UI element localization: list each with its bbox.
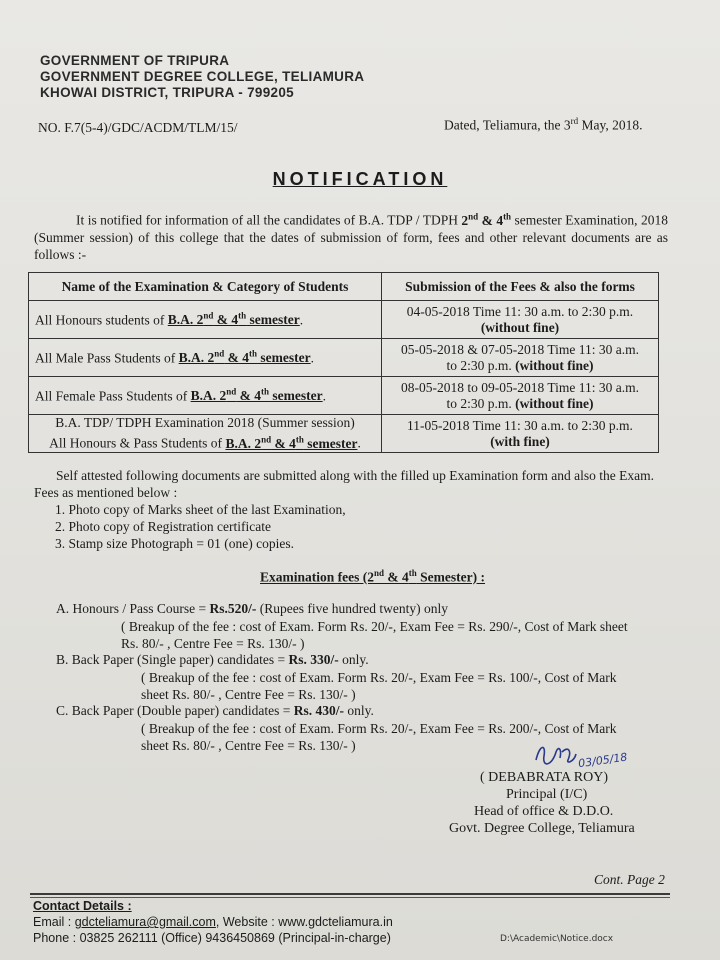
list-item: 1. Photo copy of Marks sheet of the last Examination, bbox=[55, 502, 346, 517]
fee-breakup: ( Breakup of the fee : cost of Exam. Form Rs. 20/-, Exam Fee = Rs. 200/-, Cost of Mark bbox=[141, 721, 617, 736]
footer-divider bbox=[30, 893, 670, 895]
table-cell-category: B.A. TDP/ TDPH Examination 2018 (Summer session) All Honours & Pass Students of B.A. 2nd & 4th semester. bbox=[29, 415, 382, 453]
fee-item-honours: A. Honours / Pass Course = Rs.520/- (Rupees five hundred twenty) only bbox=[56, 601, 448, 616]
list-item: 2. Photo copy of Registration certificate bbox=[55, 519, 271, 534]
table-cell-category: All Male Pass Students of B.A. 2nd & 4th semester. bbox=[29, 339, 382, 377]
header-district: KHOWAI DISTRICT, TRIPURA - 799205 bbox=[40, 85, 294, 100]
contact-phone: Phone : 03825 262111 (Office) 9436450869 (Principal-in-charge) bbox=[33, 931, 391, 945]
notice-title: NOTIFICATION bbox=[272, 169, 448, 189]
header-govt: GOVERNMENT OF TRIPURA bbox=[40, 53, 230, 68]
table-header-category: Name of the Examination & Category of Students bbox=[29, 273, 382, 301]
table-row bbox=[29, 339, 659, 377]
notice-date: Dated, Teliamura, the 3rd May, 2018. bbox=[444, 116, 643, 133]
table-row bbox=[29, 301, 659, 339]
fee-breakup: sheet Rs. 80/- , Centre Fee = Rs. 130/- ) bbox=[141, 738, 356, 753]
exam-schedule-table bbox=[28, 272, 659, 453]
table-row bbox=[29, 377, 659, 415]
table-cell-submission: 11-05-2018 Time 11: 30 a.m. to 2:30 p.m. (with fine) bbox=[382, 415, 659, 453]
file-path: D:\Academic\Notice.docx bbox=[500, 934, 614, 944]
header-college: GOVERNMENT DEGREE COLLEGE, TELIAMURA bbox=[40, 69, 365, 84]
fee-breakup: ( Breakup of the fee : cost of Exam. Form Rs. 20/-, Exam Fee = Rs. 100/-, Cost of Mark bbox=[141, 670, 617, 685]
table-row bbox=[29, 415, 659, 453]
email-link[interactable]: gdcteliamura@gmail.com bbox=[74, 915, 216, 929]
continued-note: Cont. Page 2 bbox=[594, 872, 665, 887]
table-cell-submission: 04-05-2018 Time 11: 30 a.m. to 2:30 p.m. (without fine) bbox=[382, 301, 659, 339]
fee-breakup: Rs. 80/- , Centre Fee = Rs. 130/- ) bbox=[121, 636, 305, 651]
signature-icon bbox=[532, 738, 642, 774]
table-header-row bbox=[29, 273, 659, 301]
contact-heading: Contact Details : bbox=[33, 899, 132, 913]
table-cell-category: All Honours students of B.A. 2nd & 4th semester. bbox=[29, 301, 382, 339]
signatory-title: Principal (I/C) bbox=[506, 787, 588, 802]
list-item: 3. Stamp size Photograph = 01 (one) copies. bbox=[55, 536, 294, 551]
fees-heading: Examination fees (2nd & 4th Semester) : bbox=[260, 568, 485, 585]
documents-intro: Self attested following documents are submitted along with the filled up Examination form and also the Exam. Fees as mentioned below : bbox=[34, 468, 654, 500]
signatory-office: Head of office & D.D.O. bbox=[474, 804, 614, 819]
footer-divider bbox=[30, 897, 670, 898]
fee-item-single-back: B. Back Paper (Single paper) candidates = Rs. 330/- only. bbox=[56, 652, 369, 667]
fee-item-double-back: C. Back Paper (Double paper) candidates = Rs. 430/- only. bbox=[56, 703, 374, 718]
table-cell-category: All Female Pass Students of B.A. 2nd & 4th semester. bbox=[29, 377, 382, 415]
table-cell-submission: 08-05-2018 to 09-05-2018 Time 11: 30 a.m. to 2:30 p.m. (without fine) bbox=[382, 377, 659, 415]
fee-breakup: ( Breakup of the fee : cost of Exam. Form Rs. 20/-, Exam Fee = Rs. 290/-, Cost of Mark sheet bbox=[121, 619, 628, 634]
table-cell-submission: 05-05-2018 & 07-05-2018 Time 11: 30 a.m. to 2:30 p.m. (without fine) bbox=[382, 339, 659, 377]
fee-breakup: sheet Rs. 80/- , Centre Fee = Rs. 130/- ) bbox=[141, 687, 356, 702]
signatory-college: Govt. Degree College, Teliamura bbox=[449, 821, 635, 836]
table-header-submission: Submission of the Fees & also the forms bbox=[382, 273, 659, 301]
reference-number: NO. F.7(5-4)/GDC/ACDM/TLM/15/ bbox=[38, 120, 238, 135]
contact-email-line: Email : gdcteliamura@gmail.com, Website : www.gdcteliamura.in bbox=[33, 915, 393, 929]
intro-paragraph: It is notified for information of all the candidates of B.A. TDP / TDPH 2nd & 4th semester Examination, 2018 (Summer session) of this college that the dates of submission of form, fees and other relevant documents are as follows :- bbox=[34, 211, 668, 262]
svg-text:03/05/18: 03/05/18 bbox=[577, 750, 629, 771]
signatory-name: ( DEBABRATA ROY) bbox=[480, 770, 608, 785]
